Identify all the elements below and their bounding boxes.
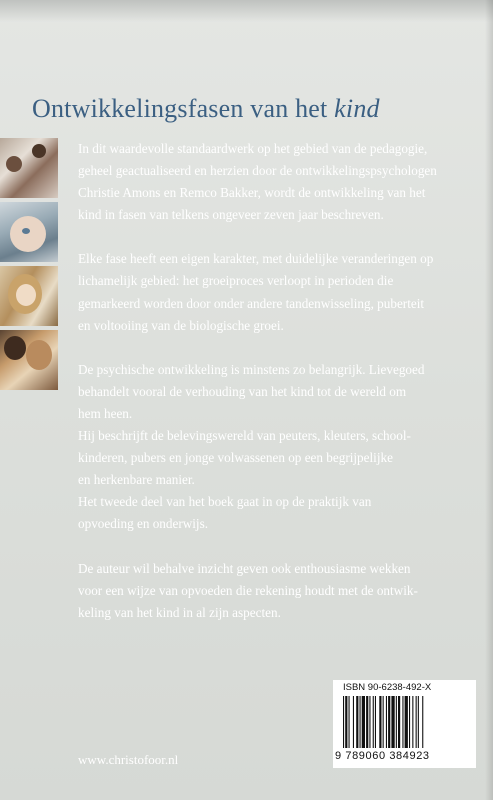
text-line: voor een wijze van opvoeden die rekening houdt met de ontwik- <box>78 582 418 598</box>
book-title <box>32 94 380 124</box>
barcode-bar <box>362 696 365 748</box>
blurb-text <box>78 138 478 624</box>
spine-edge <box>485 0 493 800</box>
barcode-bar <box>405 696 408 748</box>
barcode-bar <box>369 696 370 748</box>
blurb-paragraph-3 <box>78 359 478 536</box>
barcode-bar <box>398 696 400 748</box>
barcode-bars <box>341 696 469 748</box>
barcode-bar <box>349 696 350 748</box>
title-main: Ontwikkelingsfasen van het <box>32 94 335 123</box>
blurb-paragraph-2 <box>78 248 478 336</box>
text-line: In dit waardevolle standaardwerk op het gebied van de pedagogie, <box>78 141 428 156</box>
barcode-bar <box>360 696 361 748</box>
text-line: geheel geactualiseerd en herzien door de ontwikkelingspsychologen <box>78 163 437 179</box>
barcode-bar <box>373 696 374 748</box>
text-line: De psychische ontwikkeling is minstens zo belangrijk. Lievegoed <box>78 361 425 377</box>
text-line: kind in fasen van telkens ongeveer zeven jaar beschreven. <box>78 207 384 223</box>
photo-child-face <box>0 202 58 262</box>
barcode-bar <box>388 696 390 748</box>
barcode-bar <box>386 696 387 748</box>
photo-strip <box>0 138 58 392</box>
text-line: hem heen. <box>78 405 133 421</box>
barcode-bar <box>418 696 419 748</box>
barcode-bar <box>379 696 381 748</box>
barcode-bar <box>409 696 410 748</box>
barcode-bar <box>356 696 358 748</box>
photo-student-reading <box>0 330 58 390</box>
text-line: lichamelijk gebied: het groeiproces verloopt in perioden die <box>78 273 394 289</box>
text-line: Elke fase heeft een eigen karakter, met duidelijke veranderingen op <box>78 251 434 267</box>
barcode-bar <box>391 696 394 748</box>
isbn-number: ISBN 90-6238-492-X <box>343 682 432 693</box>
text-line: behandelt vooral de verhouding van het kind tot de wereld om <box>78 383 407 399</box>
photo-young-woman <box>0 266 58 326</box>
barcode-bar <box>402 696 403 748</box>
barcode-bar <box>343 696 344 748</box>
photo-children-at-table <box>0 138 58 198</box>
barcode-bar <box>396 696 397 748</box>
text-line: en voltooiing van de biologische groei. <box>78 317 284 333</box>
barcode-bar <box>383 696 384 748</box>
text-line: De auteur wil behalve inzicht geven ook enthousiasme wekken <box>78 560 411 576</box>
barcode-bar <box>412 696 413 748</box>
barcode-label <box>333 680 476 768</box>
barcode-bar <box>416 696 417 748</box>
barcode-digits: 9 789060 384923 <box>335 750 430 762</box>
text-line: keling van het kind in al zijn aspecten. <box>78 604 281 620</box>
publisher-website: www.christofoor.nl <box>78 752 179 767</box>
barcode-bar <box>366 696 368 748</box>
text-line: en herkenbare manier. <box>78 472 195 488</box>
text-line: Het tweede deel van het boek gaat in op de praktijk van <box>78 494 372 510</box>
text-line: kinderen, pubers en jonge volwassenen op een begrijpelijke <box>78 450 393 466</box>
blurb-paragraph-1 <box>78 138 478 226</box>
text-line: Christie Amons en Remco Bakker, wordt de ontwikkeling van het <box>78 185 426 201</box>
blurb-paragraph-4 <box>78 558 478 624</box>
text-line: Hij beschrijft de belevingswereld van peuters, kleuters, school- <box>78 428 411 444</box>
text-line: gemarkeerd worden door onder andere tandenwisseling, puberteit <box>78 295 425 311</box>
barcode-bar <box>375 696 376 748</box>
barcode-bar <box>345 696 347 748</box>
title-italic: kind <box>334 94 380 123</box>
top-shadow <box>0 0 493 22</box>
barcode-bar <box>422 696 423 748</box>
text-line: opvoeding en onderwijs. <box>78 516 209 532</box>
barcode-bar <box>353 696 354 748</box>
